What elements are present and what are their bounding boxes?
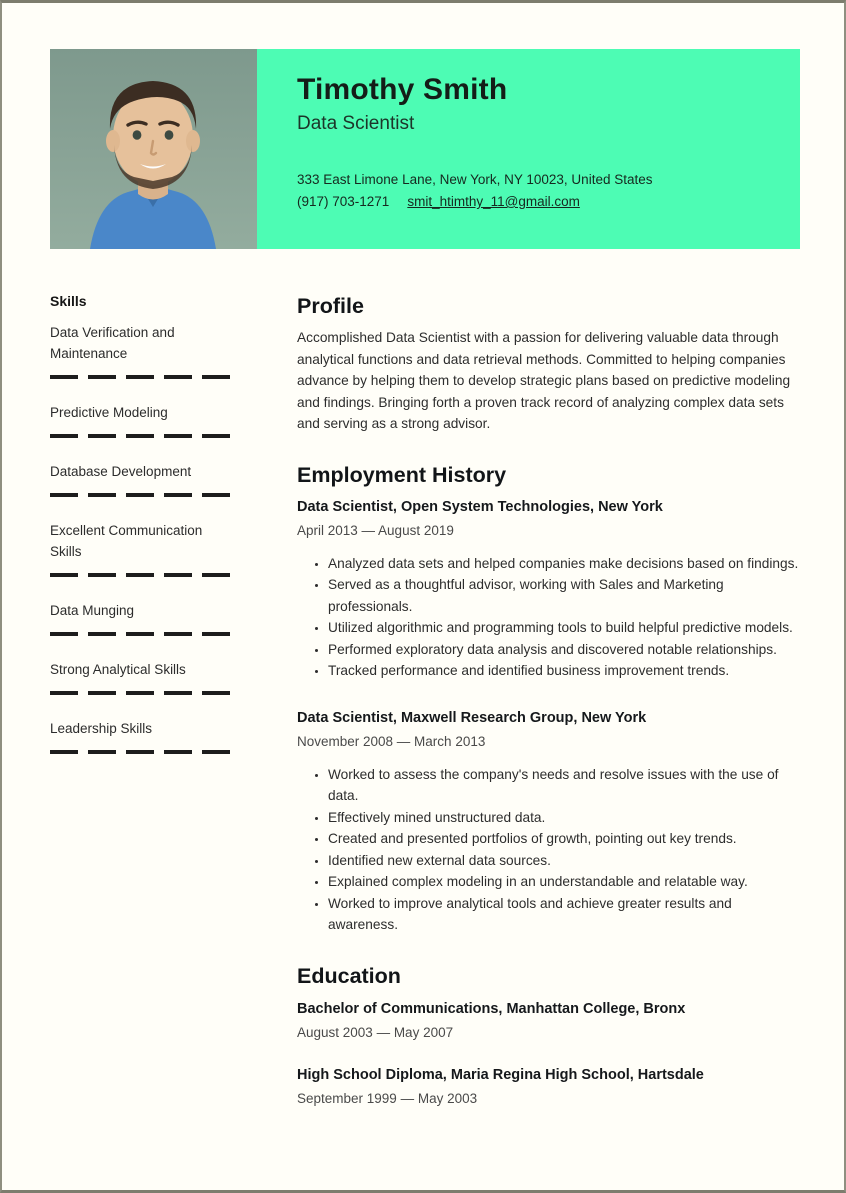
education-dates: September 1999 — May 2003: [297, 1090, 478, 1106]
skill-item: [50, 659, 230, 695]
job-bullet: • Worked to improve analytical tools and achieve greater results and awareness.: [328, 893, 800, 936]
job-entry: [297, 497, 800, 682]
job-title: Data Scientist, Open System Technologies, New York: [297, 498, 663, 515]
skill-rating-segment: [88, 434, 116, 438]
job-bullet: • Performed exploratory data analysis and discovered notable relationships.: [328, 639, 800, 661]
skill-item: [50, 718, 230, 754]
employment-heading: Employment History: [297, 462, 507, 487]
education-dates: August 2003 — May 2007: [297, 1024, 454, 1040]
education-title: High School Diploma, Maria Regina High School, Hartsdale: [297, 1066, 704, 1083]
education-title: Bachelor of Communications, Manhattan College, Bronx: [297, 1000, 686, 1017]
job-entry: [297, 708, 800, 936]
employment-section: [297, 462, 800, 936]
job-bullet: • Analyzed data sets and helped companies make decisions based on findings.: [328, 553, 800, 575]
skill-rating-segment: [126, 434, 154, 438]
profile-heading: Profile: [297, 294, 364, 318]
skill-item: [50, 520, 230, 577]
skill-rating-segment: [126, 573, 154, 577]
resume-header: [50, 49, 800, 249]
job-dates: November 2008 — March 2013: [297, 733, 486, 749]
skill-rating-bar: [50, 434, 230, 438]
skill-rating-segment: [126, 691, 154, 695]
profile-photo: [50, 49, 257, 249]
skill-rating-segment: [202, 573, 230, 577]
skill-label: Data Munging: [50, 603, 135, 618]
skill-rating-segment: [50, 691, 78, 695]
candidate-title: Data Scientist: [297, 113, 415, 134]
skill-rating-segment: [126, 750, 154, 754]
contact-email-link[interactable]: smit_htimthy_11@gmail.com: [407, 194, 580, 209]
skill-rating-segment: [88, 750, 116, 754]
job-bullet: • Tracked performance and identified business improvement trends.: [328, 660, 800, 682]
skill-label: Excellent Communication Skills: [50, 523, 203, 559]
skill-rating-segment: [202, 691, 230, 695]
skill-rating-segment: [164, 375, 192, 379]
skills-sidebar: [50, 293, 257, 1133]
skill-rating-segment: [88, 573, 116, 577]
skill-rating-segment: [88, 493, 116, 497]
skill-rating-segment: [202, 434, 230, 438]
skill-rating-segment: [202, 375, 230, 379]
header-green-panel: [257, 49, 800, 249]
skill-rating-segment: [88, 632, 116, 636]
skills-list: [50, 322, 257, 754]
skill-item: [50, 322, 230, 379]
skill-rating-segment: [164, 691, 192, 695]
skill-rating-segment: [50, 632, 78, 636]
job-bullet-list: [297, 553, 800, 682]
skill-rating-segment: [164, 493, 192, 497]
skill-rating-bar: [50, 691, 230, 695]
job-dates: April 2013 — August 2019: [297, 522, 454, 538]
contact-row: [297, 191, 770, 212]
skill-rating-segment: [126, 632, 154, 636]
job-bullet: • Created and presented portfolios of growth, pointing out key trends.: [328, 828, 800, 850]
skill-label: Data Verification and Maintenance: [50, 325, 175, 361]
education-entry: [297, 999, 800, 1040]
skill-rating-segment: [164, 632, 192, 636]
skill-rating-segment: [164, 434, 192, 438]
profile-text: Accomplished Data Scientist with a passion for delivering valuable data through analytical functions and data retrieval methods. Committed to helping companies advance by helping them to develop strategic plans based on predictive modeling and findings. Bringing forth a proven track record of analyzing complex data sets and serving as a strong advisor.: [297, 330, 791, 431]
main-column: [297, 293, 800, 1133]
skill-rating-segment: [50, 434, 78, 438]
skill-rating-segment: [88, 691, 116, 695]
job-bullet-list: [297, 764, 800, 936]
resume-body: [50, 249, 800, 1133]
skill-rating-segment: [202, 493, 230, 497]
contact-block: [297, 169, 770, 212]
skills-heading: Skills: [50, 293, 87, 309]
job-title: Data Scientist, Maxwell Research Group, New York: [297, 709, 647, 726]
profile-section: [297, 293, 800, 435]
contact-address: 333 East Limone Lane, New York, NY 10023, United States: [297, 172, 653, 187]
skill-rating-segment: [50, 375, 78, 379]
job-bullet: • Effectively mined unstructured data.: [328, 807, 800, 829]
job-bullet: • Served as a thoughtful advisor, working with Sales and Marketing professionals.: [328, 574, 800, 617]
job-bullet: • Worked to assess the company's needs and resolve issues with the use of data.: [328, 764, 800, 807]
skill-rating-bar: [50, 750, 230, 754]
skill-rating-segment: [164, 573, 192, 577]
skill-rating-bar: [50, 632, 230, 636]
skill-label: Predictive Modeling: [50, 405, 168, 420]
education-list: [297, 999, 800, 1106]
education-entry: [297, 1065, 800, 1106]
contact-phone: (917) 703-1271: [297, 194, 390, 209]
job-bullet: • Utilized algorithmic and programming tools to build helpful predictive models.: [328, 617, 800, 639]
skill-item: [50, 402, 230, 438]
skill-rating-segment: [202, 632, 230, 636]
skill-rating-bar: [50, 375, 230, 379]
skill-rating-segment: [88, 375, 116, 379]
skill-rating-bar: [50, 573, 230, 577]
skill-rating-bar: [50, 493, 230, 497]
education-section: [297, 963, 800, 1106]
skill-rating-segment: [164, 750, 192, 754]
skill-rating-segment: [50, 573, 78, 577]
skill-rating-segment: [126, 493, 154, 497]
skill-item: [50, 461, 230, 497]
skill-rating-segment: [50, 750, 78, 754]
job-bullet: • Identified new external data sources.: [328, 850, 800, 872]
skill-rating-segment: [126, 375, 154, 379]
job-bullet: • Explained complex modeling in an understandable and relatable way.: [328, 871, 800, 893]
skill-label: Database Development: [50, 464, 192, 479]
skill-label: Strong Analytical Skills: [50, 662, 186, 677]
education-heading: Education: [297, 963, 401, 988]
jobs-list: [297, 497, 800, 936]
skill-item: [50, 600, 230, 636]
skill-label: Leadership Skills: [50, 721, 153, 736]
skill-rating-segment: [202, 750, 230, 754]
skill-rating-segment: [50, 493, 78, 497]
candidate-name: Timothy Smith: [297, 73, 508, 106]
